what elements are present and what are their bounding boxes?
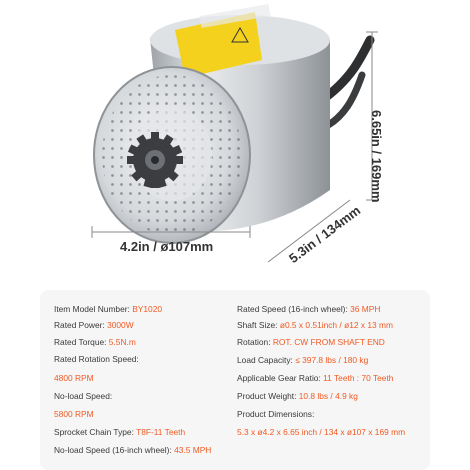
spec-rated-rotation-value: 4800 RPM xyxy=(54,373,94,383)
spec-noload-label: No-load Speed: xyxy=(54,391,113,401)
depth-dimension: 5.3in / 134mm xyxy=(286,202,364,266)
spec-dimensions-value: 5.3 x ø4.2 x 6.65 inch / 134 x ø107 x 169 mm xyxy=(237,427,406,437)
spec-sprocket: Sprocket Chain Type: T8F-11 Teeth xyxy=(54,427,186,437)
spec-model: Item Model Number: BY1020 xyxy=(54,304,163,314)
spec-rated-rotation-label: Rated Rotation Speed: xyxy=(54,354,139,364)
spec-rated-speed: Rated Speed (16-inch wheel): 36 MPH xyxy=(237,304,381,314)
spec-shaft-size: Shaft Size: ø0.5 x 0.51inch / ø12 x 13 mm xyxy=(237,320,393,330)
spec-rated-power: Rated Power: 3000W xyxy=(54,320,134,330)
height-dimension: 6.65in / 169mm xyxy=(369,110,384,203)
spec-rated-torque: Rated Torque: 5.5N.m xyxy=(54,337,136,347)
width-dimension: 4.2in / ø107mm xyxy=(120,239,214,254)
spec-noload-16: No-load Speed (16-inch wheel): 43.5 MPH xyxy=(54,445,212,455)
spec-noload-value: 5800 RPM xyxy=(54,409,94,419)
spec-dimensions-label: Product Dimensions: xyxy=(237,409,315,419)
spec-gear-ratio: Applicable Gear Ratio: 11 Teeth : 70 Teeth xyxy=(237,373,394,383)
spec-load-capacity: Load Capacity: ≤ 397.8 lbs / 180 kg xyxy=(237,355,369,365)
spec-rotation: Rotation: ROT. CW FROM SHAFT END xyxy=(237,337,385,347)
spec-weight: Product Weight: 10.8 lbs / 4.9 kg xyxy=(237,391,358,401)
